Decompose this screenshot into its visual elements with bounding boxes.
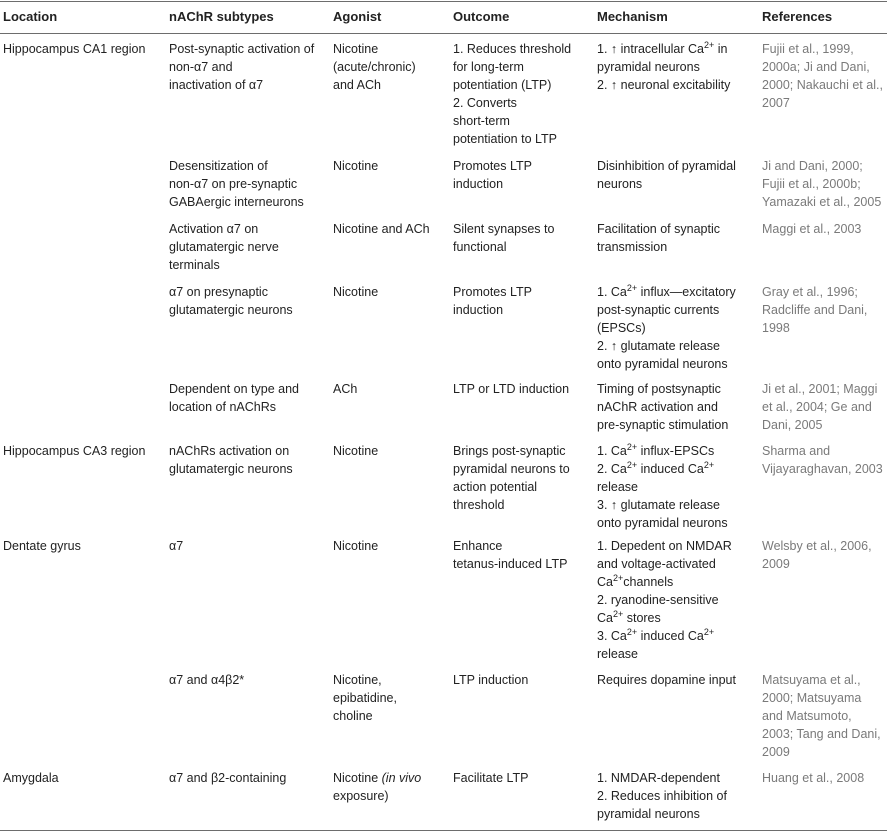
subtypes-cell: [169, 671, 329, 689]
cell-line: Fujii et al., 2000b;: [762, 177, 861, 191]
outcome-cell: [453, 220, 593, 256]
cell-line: exposure): [333, 789, 389, 803]
cell-line: neurons: [597, 177, 643, 191]
cell-line: 2000; Nakauchi et al.,: [762, 78, 883, 92]
cell-line: potentiation (LTP): [453, 78, 552, 92]
cell-line: non-α7 on pre-synaptic: [169, 177, 298, 191]
cell-line: Promotes LTP: [453, 285, 532, 299]
cell-line: glutamatergic nerve: [169, 240, 279, 254]
outcome-cell: [453, 157, 593, 193]
cell-line: α7: [169, 539, 184, 553]
mechanism-cell: [597, 40, 757, 94]
cell-line: location of nAChRs: [169, 400, 277, 414]
cell-line: Huang et al., 2008: [762, 771, 865, 785]
agonist-cell: [333, 671, 448, 725]
table-bottom-rule: [0, 830, 887, 831]
agonist-cell: [333, 40, 448, 94]
cell-line: pyramidal neurons: [597, 60, 700, 74]
mechanism-cell: [597, 283, 757, 373]
cell-line: Sharma and: [762, 444, 831, 458]
mechanism-cell: [597, 442, 757, 532]
cell-line: 2007: [762, 96, 790, 110]
cell-line: Nicotine: [333, 285, 379, 299]
cell-line: non-α7 and: [169, 60, 233, 74]
cell-line: α7 on presynaptic: [169, 285, 268, 299]
agonist-cell: [333, 283, 448, 301]
cell-line: 3. $Ca^{2+}$ induced $Ca^{2+}$: [597, 627, 715, 643]
cell-line: functional: [453, 240, 507, 254]
references-cell: [762, 671, 887, 761]
cell-line: pyramidal neurons: [597, 807, 700, 821]
cell-line: Amygdala: [3, 771, 59, 785]
cell-line: post-synaptic currents: [597, 303, 720, 317]
cell-line: 2. $Ca^{2+}$ induced $Ca^{2+}$: [597, 460, 715, 476]
cell-line: release: [597, 480, 638, 494]
cell-line: GABAergic interneurons: [169, 195, 304, 209]
location-cell: [3, 40, 163, 58]
cell-line: 1. $Ca^{2+}$ influx-EPSCs: [597, 442, 715, 458]
cell-line: terminals: [169, 258, 220, 272]
cell-line: short-term: [453, 114, 510, 128]
cell-line: Activation α7 on: [169, 222, 259, 236]
mechanism-cell: [597, 220, 757, 256]
cell-line: (EPSCs): [597, 321, 646, 335]
subtypes-cell: [169, 283, 329, 319]
outcome-cell: [453, 40, 593, 148]
location-cell: [3, 769, 163, 787]
cell-line: Post-synaptic activation of: [169, 42, 315, 56]
cell-line: Radcliffe and Dani,: [762, 303, 868, 317]
header-outcome: Outcome: [453, 9, 510, 24]
cell-line: Desensitization of: [169, 159, 268, 173]
cell-line: choline: [333, 709, 373, 723]
cell-line: Nicotine (in vivo: [333, 771, 422, 785]
cell-line: tetanus-induced LTP: [453, 557, 568, 571]
cell-line: for long-term: [453, 60, 524, 74]
cell-line: nAChRs activation on: [169, 444, 290, 458]
cell-line: 3. ↑ glutamate release: [597, 498, 720, 512]
agonist-cell: [333, 220, 448, 238]
cell-line: 2. Reduces inhibition of: [597, 789, 727, 803]
subtypes-cell: [169, 769, 329, 787]
cell-line: Disinhibition of pyramidal: [597, 159, 736, 173]
cell-line: Vijayaraghavan, 2003: [762, 462, 883, 476]
cell-line: Promotes LTP: [453, 159, 532, 173]
header-references: References: [762, 9, 833, 24]
cell-line: $Ca^{2+}$ stores: [597, 609, 661, 625]
cell-line: 2009: [762, 557, 790, 571]
references-cell: [762, 157, 887, 211]
cell-line: onto pyramidal neurons: [597, 357, 728, 371]
subtypes-cell: [169, 220, 329, 274]
mechanism-cell: [597, 537, 757, 663]
references-cell: [762, 220, 887, 238]
cell-line: Nicotine: [333, 539, 379, 553]
cell-line: Fujii et al., 1999,: [762, 42, 854, 56]
agonist-cell: [333, 380, 448, 398]
outcome-cell: [453, 380, 593, 398]
cell-line: Welsby et al., 2006,: [762, 539, 872, 553]
cell-line: Nicotine,: [333, 673, 382, 687]
mechanism-cell: [597, 157, 757, 193]
cell-line: pre-synaptic stimulation: [597, 418, 729, 432]
cell-line: induction: [453, 177, 504, 191]
cell-line: pyramidal neurons to: [453, 462, 570, 476]
outcome-cell: [453, 671, 593, 689]
header-nachr-subtypes: nAChR subtypes: [169, 9, 274, 24]
agonist-cell: [333, 769, 448, 805]
table-top-rule: [0, 1, 887, 2]
cell-line: onto pyramidal neurons: [597, 516, 728, 530]
cell-line: 2. Converts: [453, 96, 517, 110]
header-rule: [0, 33, 887, 34]
subtypes-cell: [169, 40, 329, 94]
cell-line: induction: [453, 303, 504, 317]
subtypes-cell: [169, 537, 329, 555]
header-agonist: Agonist: [333, 9, 382, 24]
cell-line: 2009: [762, 745, 790, 759]
cell-line: Gray et al., 1996;: [762, 285, 858, 299]
cell-line: glutamatergic neurons: [169, 462, 293, 476]
cell-line: Nicotine: [333, 444, 379, 458]
cell-line: 1998: [762, 321, 790, 335]
cell-line: LTP or LTD induction: [453, 382, 570, 396]
outcome-cell: [453, 283, 593, 319]
cell-line: Nicotine: [333, 42, 379, 56]
cell-line: 1. NMDAR-dependent: [597, 771, 720, 785]
references-cell: [762, 442, 887, 478]
cell-line: Dependent on type and: [169, 382, 299, 396]
cell-line: Matsuyama et al.,: [762, 673, 861, 687]
mechanism-cell: [597, 380, 757, 434]
cell-line: Dani, 2005: [762, 418, 823, 432]
location-cell: [3, 537, 163, 555]
references-cell: [762, 40, 887, 112]
cell-line: 1. Reduces threshold: [453, 42, 572, 56]
cell-line: Ji et al., 2001; Maggi: [762, 382, 878, 396]
mechanism-cell: [597, 671, 757, 689]
cell-line: α7 and β2-containing: [169, 771, 287, 785]
cell-line: inactivation of α7: [169, 78, 264, 92]
cell-line: epibatidine,: [333, 691, 397, 705]
cell-line: 1. $Ca^{2+}$ influx—excitatory: [597, 283, 736, 299]
cell-line: 1. ↑ intracellular $Ca^{2+}$ in: [597, 40, 728, 56]
cell-line: and ACh: [333, 78, 381, 92]
references-cell: [762, 283, 887, 337]
cell-line: α7 and α4β2*: [169, 673, 245, 687]
references-cell: [762, 769, 887, 787]
references-cell: [762, 537, 887, 573]
cell-line: 2000; Matsuyama: [762, 691, 862, 705]
cell-line: Silent synapses to: [453, 222, 555, 236]
header-mechanism: Mechanism: [597, 9, 668, 24]
agonist-cell: [333, 537, 448, 555]
cell-line: glutamatergic neurons: [169, 303, 293, 317]
cell-line: Hippocampus CA3 region: [3, 444, 146, 458]
cell-line: and Matsumoto,: [762, 709, 852, 723]
location-cell: [3, 442, 163, 460]
cell-line: transmission: [597, 240, 668, 254]
cell-line: Yamazaki et al., 2005: [762, 195, 882, 209]
cell-line: Dentate gyrus: [3, 539, 81, 553]
subtypes-cell: [169, 157, 329, 211]
cell-line: Facilitate LTP: [453, 771, 529, 785]
cell-line: Maggi et al., 2003: [762, 222, 862, 236]
mechanism-cell: [597, 769, 757, 823]
cell-line: potentiation to LTP: [453, 132, 558, 146]
cell-line: threshold: [453, 498, 505, 512]
header-location: Location: [3, 9, 58, 24]
cell-line: and voltage-activated: [597, 557, 716, 571]
outcome-cell: [453, 769, 593, 787]
cell-line: Ji and Dani, 2000;: [762, 159, 863, 173]
references-cell: [762, 380, 887, 434]
cell-line: nAChR activation and: [597, 400, 718, 414]
cell-line: (acute/chronic): [333, 60, 416, 74]
cell-line: ACh: [333, 382, 358, 396]
cell-line: et al., 2004; Ge and: [762, 400, 872, 414]
cell-line: 1. Depedent on NMDAR: [597, 539, 732, 553]
cell-line: LTP induction: [453, 673, 529, 687]
cell-line: $Ca^{2+}channels$: [597, 573, 674, 589]
cell-line: Enhance: [453, 539, 503, 553]
cell-line: action potential: [453, 480, 538, 494]
outcome-cell: [453, 537, 593, 573]
cell-line: Brings post-synaptic: [453, 444, 566, 458]
agonist-cell: [333, 157, 448, 175]
cell-line: 2. ↑ glutamate release: [597, 339, 720, 353]
subtypes-cell: [169, 380, 329, 416]
outcome-cell: [453, 442, 593, 514]
subtypes-cell: [169, 442, 329, 478]
cell-line: release: [597, 647, 638, 661]
cell-line: Nicotine and ACh: [333, 222, 430, 236]
cell-line: 2. ryanodine-sensitive: [597, 593, 719, 607]
cell-line: Timing of postsynaptic: [597, 382, 721, 396]
cell-line: Hippocampus CA1 region: [3, 42, 146, 56]
cell-line: Requires dopamine input: [597, 673, 736, 687]
cell-line: Facilitation of synaptic: [597, 222, 720, 236]
cell-line: 2003; Tang and Dani,: [762, 727, 881, 741]
cell-line: 2000a; Ji and Dani,: [762, 60, 870, 74]
cell-line: Nicotine: [333, 159, 379, 173]
agonist-cell: [333, 442, 448, 460]
cell-line: 2. ↑ neuronal excitability: [597, 78, 731, 92]
